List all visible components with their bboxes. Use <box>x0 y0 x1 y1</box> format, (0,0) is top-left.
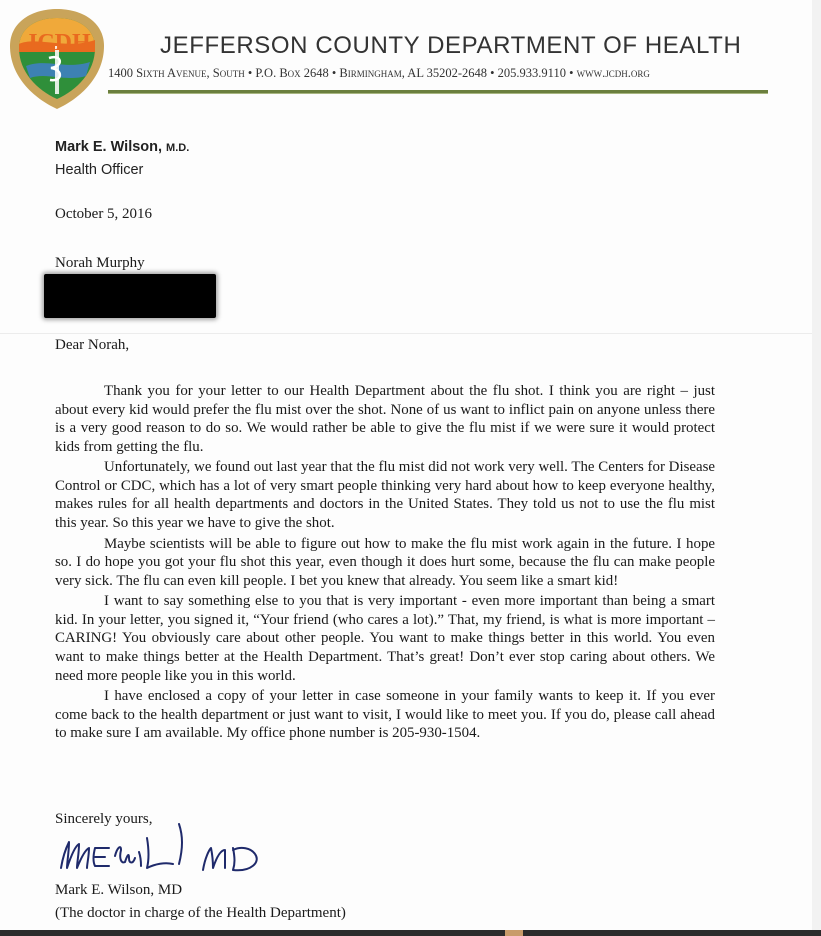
org-address: 1400 Sixth Avenue, South • P.O. Box 2648 • Birmingham, AL 35202-2648 • 205.933.9110 • www.jcdh.org <box>108 66 650 80</box>
signer-role: (The doctor in charge of the Health Department) <box>55 905 346 921</box>
fold-line <box>0 333 812 334</box>
body-paragraph: Maybe scientists will be able to figure out how to make the flu mist work again in the future. I hope so. I do hope you got your flu shot this year, even though it does hurt some, because the flu can make people very sick. The flu can even kill people. I bet you knew that already. You seem like a smart kid! <box>55 535 715 589</box>
body-paragraph: I want to say something else to you that is very important - even more important than being a smart kid. In your letter, you signed it, “Your friend (who cares a lot).” That, my friend, is what is more important – CARING! You obviously care about other people. You want to make things better in this world. You even want to make things better at the Health Department. That’s great! Don’t ever stop caring about others. We need more people like you in this world. <box>55 593 715 684</box>
org-name: JEFFERSON COUNTY DEPARTMENT OF HEALTH <box>160 32 742 59</box>
handwritten-signature <box>55 818 275 878</box>
closing: Sincerely yours, <box>55 811 153 827</box>
sender-credential: M.D. <box>166 142 190 154</box>
jcdh-logo <box>6 6 108 112</box>
sender-title: Health Officer <box>55 162 144 178</box>
body-paragraph: Thank you for your letter to our Health Department about the flu shot. I think you are right – just about every kid would prefer the flu mist over the shot. None of us want to inflict pain on anyone unless there is a very good reason to do so. We would rather be able to give the flu mist if we were sure it would protect kids from getting the flu. <box>55 383 715 455</box>
sender-name-text: Mark E. Wilson, <box>55 139 163 155</box>
scan-edge-tab <box>505 930 523 936</box>
logo-text: JCDH <box>25 30 91 56</box>
scan-bottom-edge <box>0 930 821 936</box>
sender-name <box>55 139 189 155</box>
redacted-address <box>44 274 216 318</box>
header-rule-secondary <box>108 93 768 94</box>
signature-icon <box>55 818 275 878</box>
letter-body <box>55 382 715 745</box>
body-paragraph: I have enclosed a copy of your letter in case someone in your family wants to keep it. If you ever come back to the health department or just want to visit, I would like to meet you. If you do, please call ahead to make sure I am available. My office phone number is 205-930-1504. <box>55 688 715 742</box>
salutation: Dear Norah, <box>55 337 130 353</box>
recipient-name: Norah Murphy <box>55 255 145 271</box>
letter-date: October 5, 2016 <box>55 206 153 222</box>
body-paragraph: Unfortunately, we found out last year that the flu mist did not work very well. The Centers for Disease Control or CDC, which has a lot of very smart people thinking very hard about how to keep everyone healthy, makes rules for all health departments and doctors in the United States. They told us not to use the flu mist this year. So this year we have to give the shot. <box>55 459 715 532</box>
scan-right-edge <box>812 0 821 936</box>
signer-name: Mark E. Wilson, MD <box>55 882 183 898</box>
jcdh-seal-icon <box>6 6 108 112</box>
